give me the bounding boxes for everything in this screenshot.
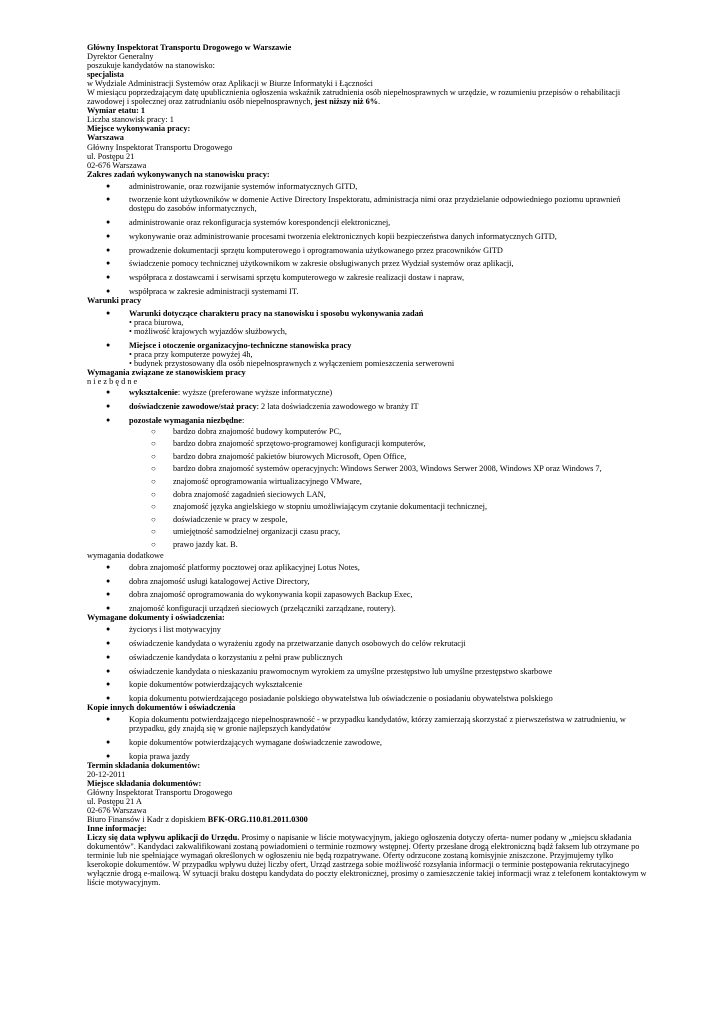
positions-count: Liczba stanowisk pracy: 1	[87, 115, 174, 125]
list-item: ● dobra znajomość oprogramowania do wykonywania kopii zapasowych Backup Exec,	[129, 590, 647, 599]
work-conditions-heading: Warunki pracy	[87, 295, 142, 305]
submission-name: Główny Inspektorat Transportu Drogowego	[87, 787, 233, 797]
list-item: ● oświadczenie kandydata o korzystaniu z pełni praw publicznych	[129, 653, 647, 662]
other-info-heading: Inne informacje:	[87, 823, 147, 833]
submission-street: ul. Postępu 21 A	[87, 796, 142, 806]
education-text: : wyższe (preferowane wyższe informatyczne)	[177, 388, 333, 398]
other-info-paragraph	[87, 833, 647, 887]
required-label: n i e z b ę d n e	[87, 377, 138, 386]
submission-office	[87, 815, 647, 824]
position-title: specjalista	[87, 70, 124, 80]
submission-postcode: 02-676 Warszawa	[87, 805, 147, 815]
experience-text: : 2 lata doświadczenia zawodowego w branży IT	[256, 401, 419, 411]
conditions-line: • budynek przystosowany dla osób niepełnosprawnych z wyłączeniem pomieszczenia serwerowni	[129, 358, 455, 368]
deadline-date: 20-12-2011	[87, 769, 126, 779]
list-item: ● współpraca w zakresie administracji systemami IT.	[129, 287, 647, 296]
list-item	[129, 388, 647, 397]
list-item: ○ bardzo dobra znajomość budowy komputerów PC,	[173, 427, 647, 436]
conditions-line: • możliwość krajowych wyjazdów służbowych,	[129, 327, 287, 337]
list-item: ○ dobra znajomość zagadnień sieciowych LAN,	[173, 490, 647, 499]
list-item: ● świadczenie pomocy technicznej użytkownikom w zakresie obsługiwanych przez Wydział systemów oraz aplikacji,	[129, 259, 647, 268]
other-requirements-label: pozostałe wymagania niezbędne	[129, 415, 242, 425]
additional-requirements-label: wymagania dodatkowe	[87, 550, 164, 560]
seeks-line: poszukuje kandydatów na stanowisko:	[87, 61, 215, 71]
employment-size-label: Wymiar etatu: 1	[87, 106, 146, 116]
list-item: ● dobra znajomość usługi katalogowej Active Directory,	[129, 577, 647, 586]
required-list	[87, 388, 647, 549]
documents-heading: Wymagane dokumenty i oświadczenia:	[87, 613, 225, 623]
workplace-name: Główny Inspektorat Transportu Drogowego	[87, 142, 233, 152]
list-item: ● dobra znajomość platformy pocztowej oraz aplikacyjnej Lotus Notes,	[129, 563, 647, 572]
list-item: ● tworzenie kont użytkowników w domenie Active Directory Inspektoratu, administracja nimi oraz przydzielanie odpowiedniego poziomu uprawnień dostępu do zasobów informatycznych,	[129, 195, 647, 213]
conditions-line: • praca przy komputerze powyżej 4h,	[129, 349, 253, 359]
list-item: ● prowadzenie dokumentacji sprzętu komputerowego i oprogramowania użytkowanego przez pracowników GITD	[129, 246, 647, 255]
department-line: w Wydziale Administracji Systemów oraz Aplikacji w Biurze Informatyki i Łączności	[87, 79, 373, 89]
workplace-city: Warszawa	[87, 133, 124, 143]
list-item: ● życiorys i list motywacyjny	[129, 625, 647, 634]
disability-rate-end: .	[378, 97, 381, 107]
list-item: ● kopie dokumentów potwierdzających wykształcenie	[129, 680, 647, 689]
workplace-street: ul. Postępu 21	[87, 151, 135, 161]
deadline-heading: Termin składania dokumentów:	[87, 760, 201, 770]
list-item: ● kopia dokumentu potwierdzającego posiadanie polskiego obywatelstwa lub oświadczenie o posiadaniu obywatelstwa polskiego	[129, 694, 647, 703]
list-item: ○ prawo jazdy kat. B.	[173, 540, 647, 549]
work-conditions-list	[87, 309, 647, 368]
experience-label: doświadczenie zawodowe/staż pracy	[129, 401, 257, 411]
list-item: ● oświadczenie kandydata o nieskazaniu prawomocnym wyrokiem za umyślne przestępstwo lub umyślne przestępstwo skarbowe	[129, 667, 647, 676]
other-requirements-list	[129, 427, 647, 549]
education-label: wykształcenie	[129, 388, 178, 398]
list-item: ○ bardzo dobra znajomość pakietów biurowych Microsoft, Open Office,	[173, 452, 647, 461]
submission-office-text: Biuro Finansów i Kadr z dopiskiem	[87, 814, 206, 824]
workplace-label: Miejsce wykonywania pracy:	[87, 124, 191, 134]
conditions-group-title: ● Miejsce i otoczenie organizacyjno-techniczne stanowiska pracy	[129, 340, 352, 350]
list-item	[129, 402, 647, 411]
submission-heading: Miejsce składania dokumentów:	[87, 778, 202, 788]
list-item	[129, 341, 647, 368]
requirements-heading: Wymagania związane ze stanowiskiem pracy	[87, 367, 246, 377]
list-item: ● współpraca z dostawcami i serwisami sprzętu komputerowego w zakresie realizacji dostaw i napraw,	[129, 273, 647, 282]
list-item: ● kopie dokumentów potwierdzających wymagane doświadczenie zawodowe,	[129, 738, 647, 747]
list-item: ● znajomość konfiguracji urządzeń sieciowych (przełączniki zarządzane, routery).	[129, 604, 647, 613]
disability-rate-paragraph	[87, 88, 647, 106]
additional-requirements-list	[87, 563, 647, 613]
list-item	[129, 416, 647, 549]
other-info-text: Prosimy o napisanie w liście motywacyjnym, jakiego ogłoszenia dotyczy oferta- numer podany w „miejscu składania dokumentów". Kandydaci zakwalifikowani zostaną powiadomieni o terminie rozmowy wstępnej. Oferty przesłane drogą elektroniczną bądź faksem lub otrzymane po terminie lub nie spełniające wymagań określonych w ogłoszeniu nie będą rozpatrywane. Oferty odrzucone zostaną komisyjnie zniszczone. Przyjmujemy tylko kserokopie dokumentów. W przypadku wpływu dużej liczby ofert, Urząd zastrzega sobie możliwość rozsyłania informacji o terminie postępowania rekrutacyjnego wyłącznie drogą e-mailową. W sytuacji braku dostępu kandydata do poczty elektronicznej, prosimy o zamieszczenie takiej informacji wraz z telefonem kontaktowym w liście motywacyjnym.	[87, 833, 647, 888]
list-item: ● kopia prawa jazdy	[129, 752, 647, 761]
list-item: ○ bardzo dobra znajomość systemów operacyjnych: Windows Serwer 2003, Windows Serwer 2008, Windows XP oraz Windows 7,	[173, 464, 647, 473]
reference-number: BFK-ORG.110.81.2011.0300	[207, 814, 308, 824]
conditions-group-title: ● Warunki dotyczące charakteru pracy na stanowisku i sposobu wykonywania zadań	[129, 308, 424, 318]
duties-list	[87, 182, 647, 296]
disability-rate-value: jest niższy niż 6%	[314, 97, 379, 107]
duties-heading: Zakres zadań wykonywanych na stanowisku pracy:	[87, 169, 270, 179]
organization-name: Główny Inspektorat Transportu Drogowego w Warszawie	[87, 43, 292, 52]
list-item: ○ umiejętność samodzielnej organizacji czasu pracy,	[173, 527, 647, 536]
list-item	[129, 309, 647, 336]
disability-rate-text: W miesiącu poprzedzającym datę upublicznienia ogłoszenia wskaźnik zatrudnienia osób niepełnosprawnych w urzędzie, w rozumieniu przepisów o rehabilitacji zawodowej i społecznej oraz zatrudnianiu osób niepełnosprawnych,	[87, 88, 621, 107]
other-documents-heading: Kopie innych dokumentów i oświadczenia	[87, 703, 236, 713]
list-item: ● administrowanie, oraz rozwijanie systemów informatycznych GITD,	[129, 182, 647, 191]
job-posting-document	[87, 43, 647, 887]
list-item: ● Kopia dokumentu potwierdzającego niepełnosprawność - w przypadku kandydatów, którzy zamierzają skorzystać z pierwszeństwa w zatrudnieniu, w przypadku, gdy znajdą się w gronie najlepszych kandydatów	[129, 715, 647, 733]
list-item: ● wykonywanie oraz administrowanie procesami tworzenia elektronicznych kopii bezpieczeństwa danych informatycznych GITD,	[129, 232, 647, 241]
list-item: ● administrowanie oraz rekonfiguracja systemów korespondencji elektronicznej,	[129, 218, 647, 227]
workplace-postcode: 02-676 Warszawa	[87, 160, 147, 170]
list-item: ○ znajomość oprogramowania wirtualizacyjnego VMware,	[173, 477, 647, 486]
list-item: ○ znajomość języka angielskiego w stopniu umożliwiającym czytanie dokumentacji technicznej,	[173, 502, 647, 511]
director-line: Dyrektor Generalny	[87, 52, 154, 62]
other-documents-list	[87, 715, 647, 761]
list-item: ○ doświadczenie w pracy w zespole,	[173, 515, 647, 524]
other-requirements-colon: :	[241, 415, 245, 425]
documents-list	[87, 625, 647, 703]
conditions-line: • praca biurowa,	[129, 318, 184, 328]
list-item: ● oświadczenie kandydata o wyrażeniu zgody na przetwarzanie danych osobowych do celów rekrutacji	[129, 639, 647, 648]
list-item: ○ bardzo dobra znajomość sprzętowo-programowej konfiguracji komputerów,	[173, 439, 647, 448]
other-info-intro: Liczy się data wpływu aplikacji do Urzędu.	[87, 833, 240, 842]
